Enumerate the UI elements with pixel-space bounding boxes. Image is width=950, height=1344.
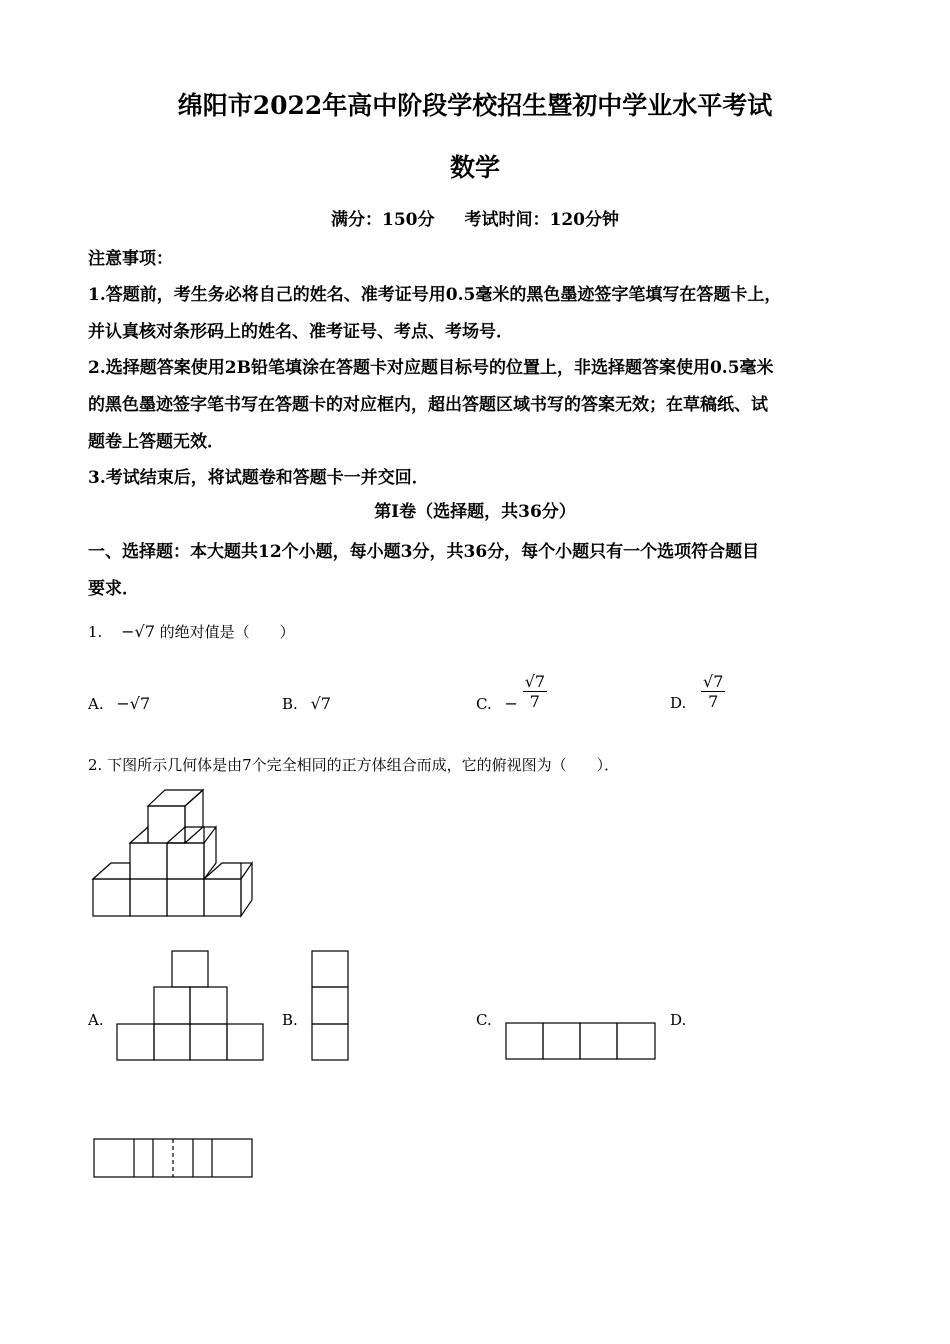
- section-intro: 一、选择题：本大题共12个小题，每小题3分，共36分，每个小题只有一个选项符合题目: [88, 542, 760, 562]
- question-number: 1.: [88, 623, 103, 641]
- fraction-numerator: √7: [524, 672, 546, 691]
- q2-option-d[interactable]: D.: [670, 1011, 687, 1029]
- option-label: D.: [670, 694, 687, 712]
- question-expression: −√7: [121, 622, 155, 641]
- option-value: −√7: [116, 694, 151, 713]
- notice-line: 3.考试结束后，将试题卷和答题卡一并交回．: [88, 468, 429, 488]
- fraction-numerator: √7: [703, 671, 724, 691]
- notice-line: 并认真核对条形码上的姓名、准考证号、考点、考场号．: [88, 322, 513, 342]
- notice-line: 1.答题前，考生务必将自己的姓名、准考证号用0.5毫米的黑色墨迹签字笔填写在答题卡上，: [88, 285, 782, 305]
- question-2: 2. 下图所示几何体是由7个完全相同的正方体组合而成，它的俯视图为（ ）．: [88, 756, 620, 774]
- option-value: √7: [310, 694, 331, 713]
- exam-time: 考试时间：120分钟: [464, 210, 619, 230]
- question-stem: 的绝对值是（ ）: [159, 623, 295, 641]
- section-title: 第Ⅰ卷（选择题，共36分）: [374, 502, 576, 522]
- notice-line: 2.选择题答案使用2B铅笔填涂在答题卡对应题目标号的位置上，非选择题答案使用0.5毫米: [88, 358, 774, 378]
- q2-option-a[interactable]: A.: [88, 1011, 104, 1029]
- full-score: 满分：150分: [331, 210, 435, 230]
- exam-title: 绵阳市2022年高中阶段学校招生暨初中学业水平考试: [177, 91, 773, 120]
- fraction-denominator: 7: [708, 691, 719, 711]
- fraction-denominator: 7: [529, 692, 540, 711]
- notice-line: 的黑色墨迹签字笔书写在答题卡的对应框内，超出答题区域书写的答案无效；在草稿纸、试: [88, 395, 768, 415]
- q2-option-c[interactable]: C.: [476, 1011, 492, 1029]
- notice-heading: 注意事项：: [88, 249, 173, 269]
- notice-line: 题卷上答题无效．: [88, 432, 224, 452]
- q2-option-b[interactable]: B.: [282, 1011, 298, 1029]
- option-label: B.: [282, 695, 298, 713]
- option-label: C.: [476, 694, 492, 713]
- section-intro: 要求．: [88, 579, 139, 599]
- subject-title: 数学: [449, 153, 500, 182]
- option-sign: −: [504, 694, 518, 713]
- option-label: A.: [88, 695, 104, 713]
